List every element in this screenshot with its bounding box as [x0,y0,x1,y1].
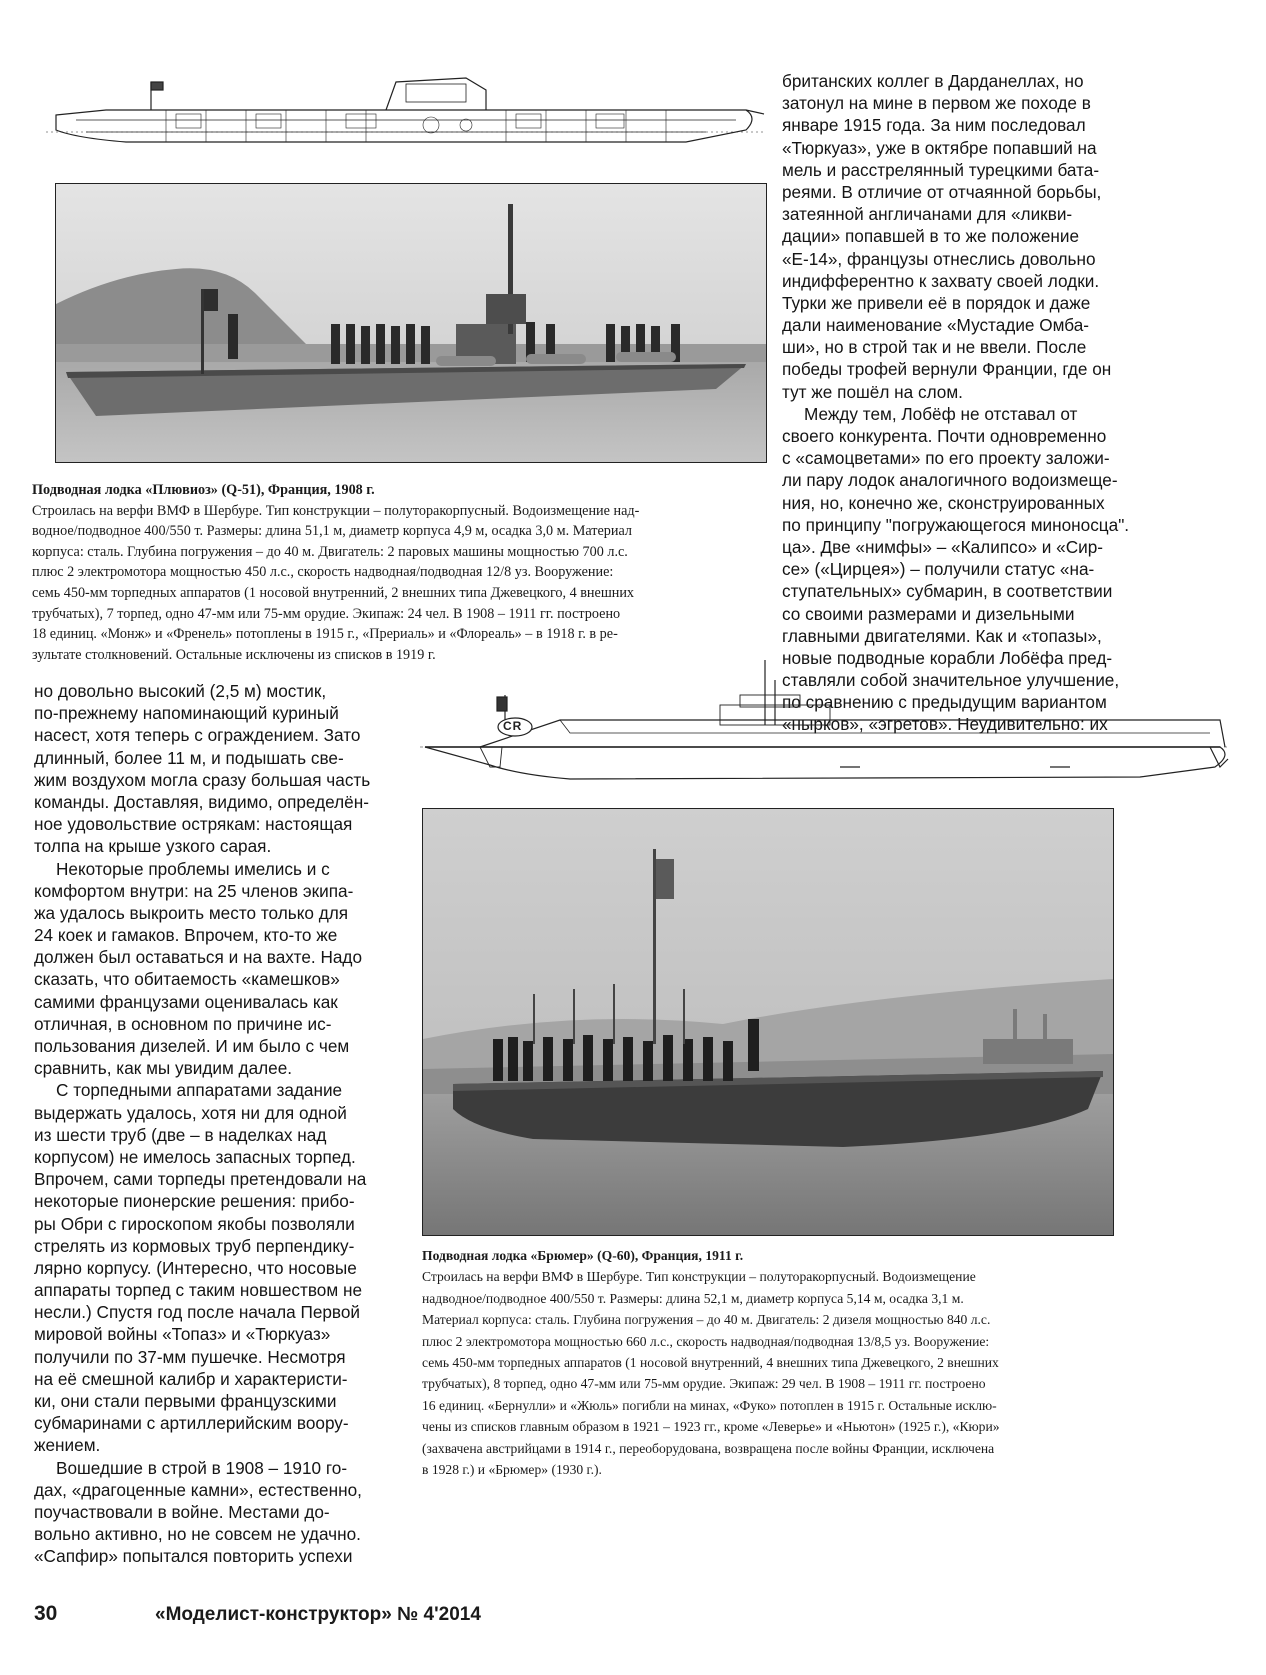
text-line: «Тюркуаз», уже в октябре попавший на [782,137,1097,158]
caption-line: в 1928 г.) и «Брюмер» (1930 г.). [422,1462,602,1478]
text-line: ки, они стали первыми французскими [34,1391,337,1411]
text-line: комфортом внутри: на 25 членов экипа- [34,880,354,901]
caption-line: семь 450-мм торпедных аппаратов (1 носовой внутренний, 4 внешних типа Джевецкого, 2 внешних [422,1355,999,1371]
caption-title: Подводная лодка «Плювиоз» (Q-51), Франция, 1908 г. [32,482,375,498]
text-line: жа удалось выкроить место только для [34,902,349,923]
top-right-text-column [782,70,1214,736]
text-line: январе 1915 года. За ним последовал [782,115,1086,136]
text-line: из шести труб (две – в наделках над [34,1124,327,1145]
pluviose-profile-drawing [46,70,766,170]
text-line: затонул на мине в первом же походе в [782,93,1091,114]
pluviose-photo [55,183,767,463]
caption-line: Строилась на верфи ВМФ в Шербуре. Тип конструкции – полуторакорпусный. Водоизмещение над- [32,502,640,519]
text-line: жением. [34,1435,101,1456]
text-line: Впрочем, сами торпеды претендовали на [34,1169,367,1190]
text-line: дации» попавшей в то же положение [782,226,1080,247]
text-line: 24 коек и гамаков. Впрочем, кто-то же [34,925,338,946]
text-line: по-прежнему напоминающий куриный [34,703,339,724]
text-line: жим воздухом могла сразу большая часть [34,769,371,790]
text-line: сравнить, как мы увидим далее. [34,1058,293,1079]
brumaire-caption [422,1245,1134,1480]
text-line: мировой войны «Топаз» и «Тюркуаз» [34,1324,331,1345]
text-line: по принципу "погружающегося миноносца". [782,514,1130,535]
text-line: своего конкурента. Почти одновременно [782,426,1107,446]
text-line: выдержать удалось, хотя ни для одной [34,1102,347,1123]
text-line: должен был оставаться и на вахте. Надо [34,947,363,968]
text-line: се» («Цирцея») – получили статус «на- [782,559,1095,580]
text-line: тут же пошёл на слом. [782,381,963,402]
text-line: корпусом) не имелось запасных торпед. [34,1146,356,1167]
caption-line: водное/подводное 400/550 т. Размеры: длина 51,1 м, диаметр корпуса 4,9 м, осадка 3,0 м. Материал [32,523,632,540]
text-line: аппараты торпед с таким новшеством не [34,1280,363,1301]
text-line: затеянной англичанами для «ликви- [782,204,1073,225]
caption-line: трубчатых), 7 торпед, одно 47-мм или 75-мм орудие. Экипаж: 24 чел. В 1908 – 1911 гг. построено [32,605,621,622]
text-line: сказать, что обитаемость «камешков» [34,969,340,990]
text-line: главными двигателями. Как и «топазы», [782,625,1102,646]
text-line: отличная, в основном по причине ис- [34,1013,332,1034]
caption-line: 16 единиц. «Бернулли» и «Жюль» погибли на минах, «Фуко» потоплен в 1915 г. Остальные исклю- [422,1397,997,1413]
text-line: ца». Две «нимфы» – «Калипсо» и «Сир- [782,536,1104,557]
text-line: со своими размерами и дизельными [782,603,1075,624]
text-line: Вошедшие в строй в 1908 – 1910 го- [56,1457,348,1478]
text-line: ное удовольствие острякам: настоящая [34,814,353,835]
caption-line: зультате столкновений. Остальные исключены из списков в 1919 г. [32,646,436,663]
text-line: ния, но, конечно же, сконструированных [782,492,1105,513]
text-line: дали наименование «Мустадие Омба- [782,315,1089,336]
text-line: по сравнению с предыдущим вариантом [782,692,1107,713]
brumaire-profile-drawing [420,655,1230,790]
text-line: победы трофей вернули Франции, где он [782,359,1112,380]
caption-line: плюс 2 электромотора мощностью 660 л.с., скорость надводная/подводная 13/8,5 уз. Вооружение: [422,1333,990,1349]
text-line: новые подводные корабли Лобёфа пред- [782,647,1113,668]
caption-title: Подводная лодка «Брюмер» (Q-60), Франция, 1911 г. [422,1248,744,1263]
text-line: Между тем, Лобёф не отставал от [804,403,1078,424]
pluviose-caption [32,480,768,665]
text-line: получили по 37-мм пушечке. Несмотря [34,1346,346,1367]
text-line: ши», но в строй так и не ввели. После [782,337,1087,358]
text-line: «Е-14», французы отнеслись довольно [782,248,1096,269]
text-line: субмаринами с артиллерийским воору- [34,1413,349,1434]
text-line: насест, хотя теперь с ограждением. Зато [34,725,361,746]
text-line: команды. Доставляя, видимо, определён- [34,791,369,812]
left-text-column [34,680,396,1568]
caption-line: 18 единиц. «Монж» и «Френель» потоплены в 1915 г., «Прериаль» и «Флореаль» – в 1918 г. в ре- [32,626,618,643]
drawing-hull-mark: CR [503,719,523,733]
magazine-title: «Моделист-конструктор» № 4'2014 [155,1604,481,1625]
caption-line: надводное/подводное 400/550 т. Размеры: длина 52,1 м, диаметр корпуса 5,14 м, осадка 3,1 м. [422,1290,964,1306]
text-line: на её смешной калибр и характеристи- [34,1368,348,1389]
text-line: вольно активно, но не совсем не удачно. [34,1524,361,1545]
page-number: 30 [34,1602,58,1625]
text-line: С торпедными аппаратами задание [56,1080,343,1101]
text-line: стрелять из кормовых труб перпендику- [34,1235,355,1256]
text-line: Некоторые проблемы имелись и с [56,858,330,879]
caption-line: плюс 2 электромотора мощностью 450 л.с., скорость надводная/подводная 12/8 уз. Вооружение: [32,564,614,581]
text-line: мель и расстрелянный турецкими бата- [782,159,1100,180]
text-line: дах, «драгоценные камни», естественно, [34,1479,362,1500]
caption-line: Материал корпуса: сталь. Глубина погружения – до 40 м. Двигатель: 2 дизеля мощностью 840 л.с. [422,1312,991,1328]
text-line: «Сапфир» попытался повторить успехи [34,1546,353,1567]
text-line: реями. В отличие от отчаянной борьбы, [782,181,1102,202]
caption-line: Строилась на верфи ВМФ в Шербуре. Тип конструкции – полуторакорпусный. Водоизмещение [422,1269,976,1285]
text-line: длинный, более 11 м, и подышать све- [34,747,344,768]
text-line: толпа на крыше узкого сарая. [34,836,272,857]
text-line: ры Обри с гироскопом якобы позволяли [34,1213,355,1234]
text-line: несли.) Спустя год после начала Первой [34,1302,361,1323]
text-line: пользования дизелей. И им было с чем [34,1036,350,1056]
text-line: но довольно высокий (2,5 м) мостик, [34,681,327,701]
text-line: поучаствовали в войне. Местами до- [34,1501,330,1522]
text-line: британских коллег в Дарданеллах, но [782,71,1084,91]
caption-line: чены из списков главным образом в 1921 – 1923 гг., кроме «Леверье» и «Ньютон» (1925 г.), «Кюри» [422,1419,1000,1435]
text-line: ступательных» субмарин, в соответствии [782,581,1113,602]
text-line: самими французами оценивалась как [34,991,338,1012]
caption-line: трубчатых), 8 торпед, одно 47-мм или 75-мм орудие. Экипаж: 29 чел. В 1908 – 1911 гг. построено [422,1376,986,1392]
caption-line: корпуса: сталь. Глубина погружения – до 40 м. Двигатель: 2 паровых машины мощностью 700 л.с. [32,543,628,560]
text-line: ставляли собой значительное улучшение, [782,670,1120,691]
caption-line: (захвачена австрийцами в 1914 г., переоборудована, возвращена после войны Франции, исключена [422,1440,995,1456]
text-line: «нырков», «эгретов». Неудивительно: их [782,714,1108,735]
text-line: индифферентно к захвату своей лодки. [782,270,1100,291]
text-line: ли пару лодок аналогичного водоизмеще- [782,470,1118,491]
brumaire-photo [422,808,1114,1236]
text-line: с «самоцветами» по его проекту заложи- [782,448,1110,469]
caption-line: семь 450-мм торпедных аппаратов (1 носовой внутренний, 2 внешних типа Джевецкого, 4 внешних [32,584,635,601]
text-line: лярно корпусу. (Интересно, что носовые [34,1257,357,1278]
text-line: Турки же привели её в порядок и даже [782,292,1091,313]
text-line: некоторые пионерские решения: прибо- [34,1191,355,1212]
